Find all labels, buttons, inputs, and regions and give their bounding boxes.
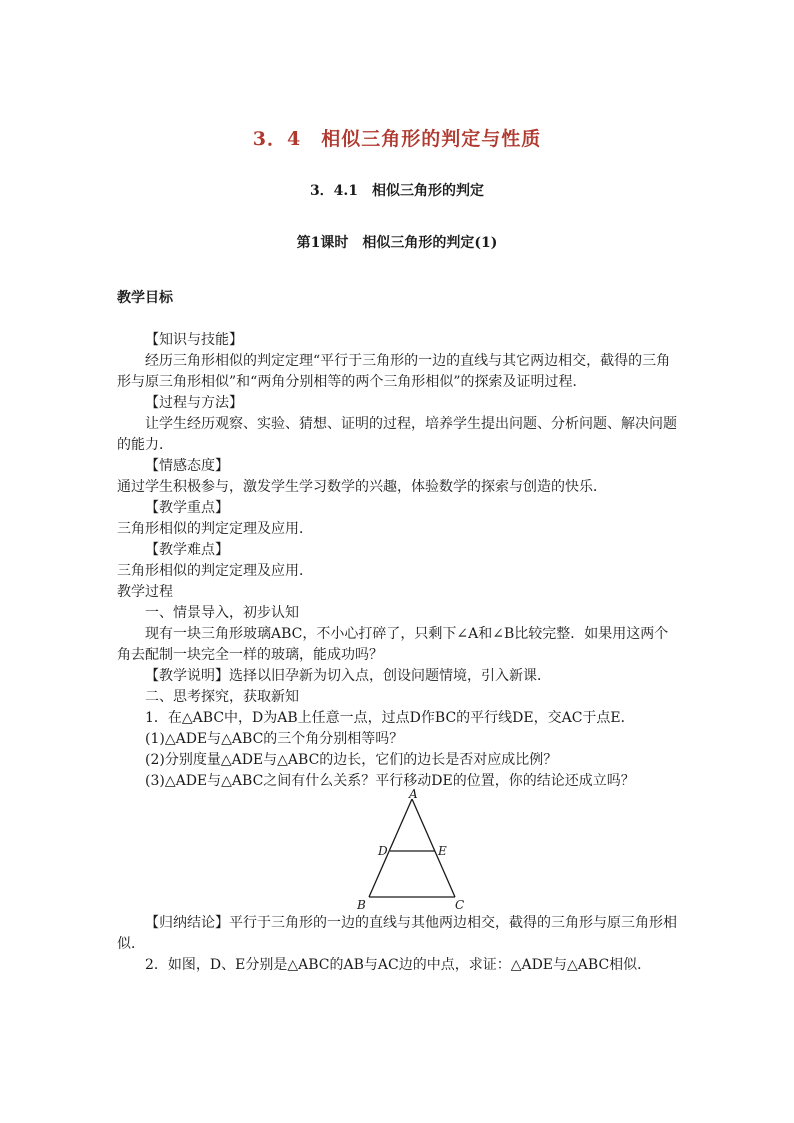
goals-heading: 教学目标: [117, 290, 173, 306]
label-c: C: [455, 898, 465, 912]
process-heading: 教学过程: [117, 584, 173, 600]
knowledge-text: 经历三角形相似的判定定理“平行于三角形的一边的直线与其它两边相交，截得的三角形与原三角形相似”和“两角分别相等的两个三角形相似”的探索及证明过程．: [117, 353, 671, 390]
process-tag: 【过程与方法】: [145, 395, 243, 411]
teaching-note: 【教学说明】选择以旧孕新为切入点，创设问题情境，引入新课．: [145, 668, 551, 684]
key-tag: 【教学重点】: [145, 500, 229, 516]
difficulty-text: 三角形相似的判定定理及应用．: [117, 563, 313, 579]
label-a: A: [409, 787, 418, 801]
attitude-tag: 【情感态度】: [145, 458, 229, 474]
question-1-1: (1)△ADE与△ABC的三个角分别相等吗？: [145, 731, 404, 747]
question-1: 1．在△ABC中，D为AB上任意一点，过点D作BC的平行线DE，交AC于点E．: [145, 710, 635, 726]
label-d: D: [378, 844, 388, 858]
knowledge-tag: 【知识与技能】: [145, 332, 243, 348]
label-b: B: [357, 898, 366, 912]
side-ac: [412, 799, 455, 897]
part1-text: 现有一块三角形玻璃ABC，不小心打碎了，只剩下∠A和∠B比较完整．如果用这两个角去配制一块完全一样的玻璃，能成功吗？: [117, 626, 669, 663]
page-title: 3．4 相似三角形的判定与性质: [252, 128, 542, 150]
section-subtitle: 3．4.1 相似三角形的判定: [309, 183, 485, 199]
question-1-2: (2)分别度量△ADE与△ABC的边长，它们的边长是否对应成比例？: [145, 752, 558, 768]
conclusion-text: 【归纳结论】平行于三角形的一边的直线与其他两边相交，截得的三角形与原三角形相似．: [117, 915, 677, 952]
goals-body: [117, 330, 679, 792]
triangle-figure: [354, 787, 474, 915]
lesson-title: 第1课时 相似三角形的判定(1): [296, 235, 498, 251]
part1-title: 一、情景导入，初步认知: [145, 605, 299, 621]
conclusion-body: [117, 913, 679, 976]
attitude-text: 通过学生积极参与，激发学生学习数学的兴趣，体验数学的探索与创造的快乐．: [117, 479, 607, 495]
label-e: E: [438, 844, 447, 858]
question-2: 2．如图，D、E分别是△ABC的AB与AC边的中点，求证：△ADE与△ABC相似．: [145, 957, 652, 973]
process-text: 让学生经历观察、实验、猜想、证明的过程，培养学生提出问题、分析问题、解决问题的能力．: [117, 416, 677, 453]
difficulty-tag: 【教学难点】: [145, 542, 229, 558]
side-ab: [369, 799, 412, 897]
key-text: 三角形相似的判定定理及应用．: [117, 521, 313, 537]
question-1-3: (3)△ADE与△ABC之间有什么关系？平行移动DE的位置，你的结论还成立吗？: [145, 773, 635, 789]
part2-title: 二、思考探究，获取新知: [145, 689, 299, 705]
